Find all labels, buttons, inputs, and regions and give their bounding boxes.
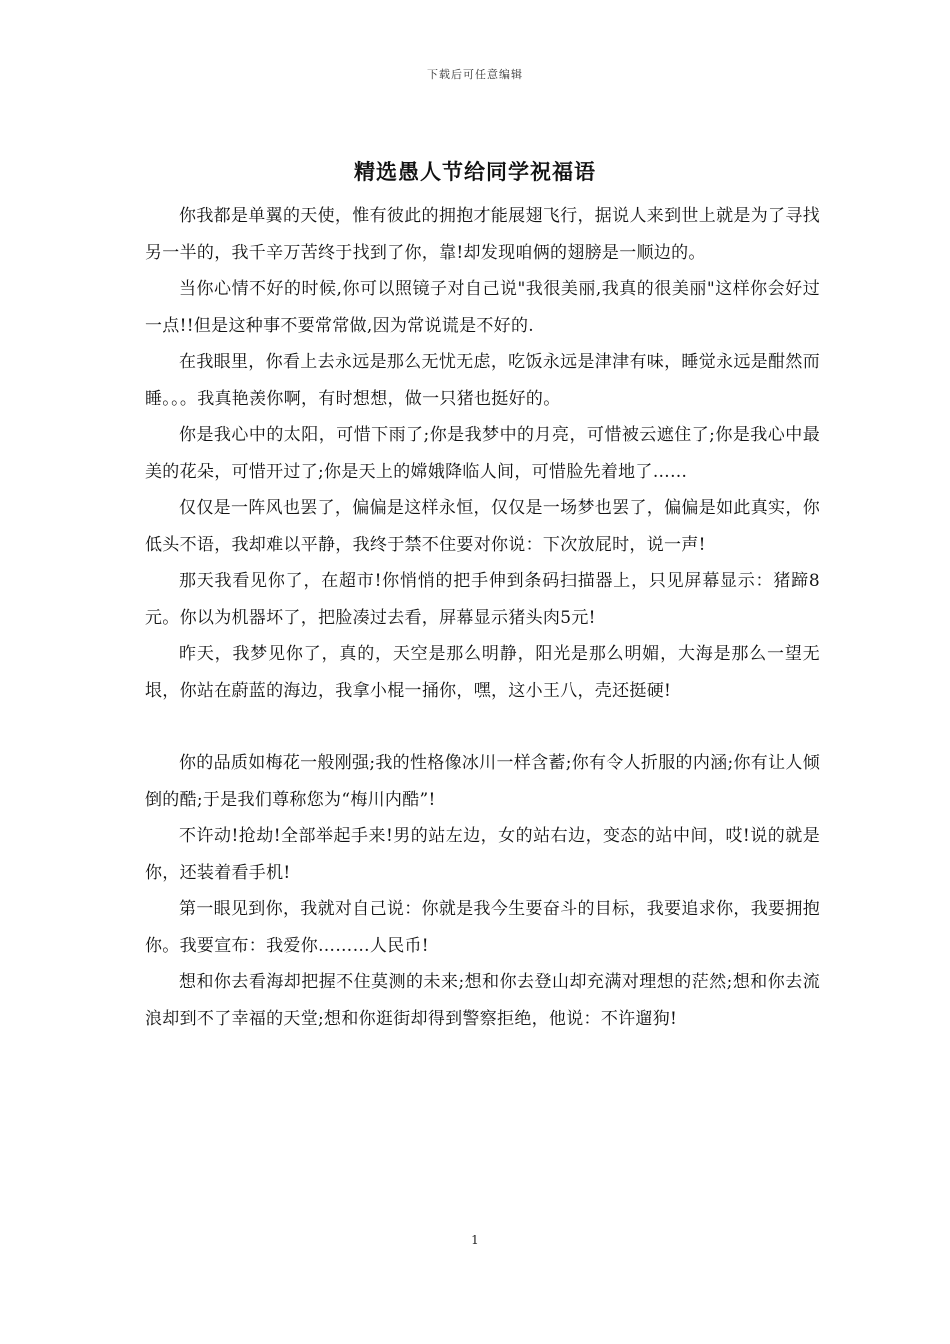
paragraph-8: 你的品质如梅花一般刚强;我的性格像冰川一样含蓄;你有令人折服的内涵;你有让人倾倒的酷;于是我们尊称您为“梅川内酷”! [145,753,820,810]
paragraph-7: 昨天，我梦见你了，真的，天空是那么明静，阳光是那么明媚，大海是那么一望无垠，你站在蔚蓝的海边，我拿小棍一捅你，嘿，这小王八，壳还挺硬! [145,644,820,701]
page-header-note: 下载后可任意编辑 [427,68,523,81]
paragraph-10: 第一眼见到你，我就对自己说：你就是我今生要奋斗的目标，我要追求你，我要拥抱你。我要宣布：我爱你………人民币! [145,899,820,956]
paragraph-2: 当你心情不好的时候,你可以照镜子对自己说"我很美丽,我真的很美丽"这样你会好过一点!!但是这种事不要常常做,因为常说谎是不好的. [145,279,820,336]
paragraph-11: 想和你去看海却把握不住莫测的未来;想和你去登山却充满对理想的茫然;想和你去流浪却到不了幸福的天堂;想和你逛街却得到警察拒绝，他说：不许遛狗! [145,972,820,1029]
document-body [145,198,820,1037]
paragraph-9: 不许动!抢劫!全部举起手来!男的站左边，女的站右边，变态的站中间，哎!说的就是你，还装着看手机! [145,826,820,883]
paragraph-1: 你我都是单翼的天使，惟有彼此的拥抱才能展翅飞行，据说人来到世上就是为了寻找另一半的，我千辛万苦终于找到了你，靠!却发现咱俩的翅膀是一顺边的。 [145,206,820,263]
paragraph-6: 那天我看见你了，在超市!你悄悄的把手伸到条码扫描器上，只见屏幕显示：猪蹄8元。你以为机器坏了，把脸凑过去看，屏幕显示猪头肉5元! [145,571,820,628]
blank-line [145,709,820,745]
paragraph-5: 仅仅是一阵风也罢了，偏偏是这样永恒，仅仅是一场梦也罢了，偏偏是如此真实，你低头不语，我却难以平静，我终于禁不住要对你说：下次放屁时，说一声! [145,498,820,555]
document-title: 精选愚人节给同学祝福语 [354,159,596,184]
paragraph-3: 在我眼里，你看上去永远是那么无忧无虑，吃饭永远是津津有味，睡觉永远是酣然而睡。。。我真艳羡你啊，有时想想，做一只猪也挺好的。 [145,352,820,409]
paragraph-4: 你是我心中的太阳，可惜下雨了;你是我梦中的月亮，可惜被云遮住了;你是我心中最美的花朵，可惜开过了;你是天上的嫦娥降临人间，可惜脸先着地了…… [145,425,820,482]
page-number: 1 [471,1233,479,1247]
